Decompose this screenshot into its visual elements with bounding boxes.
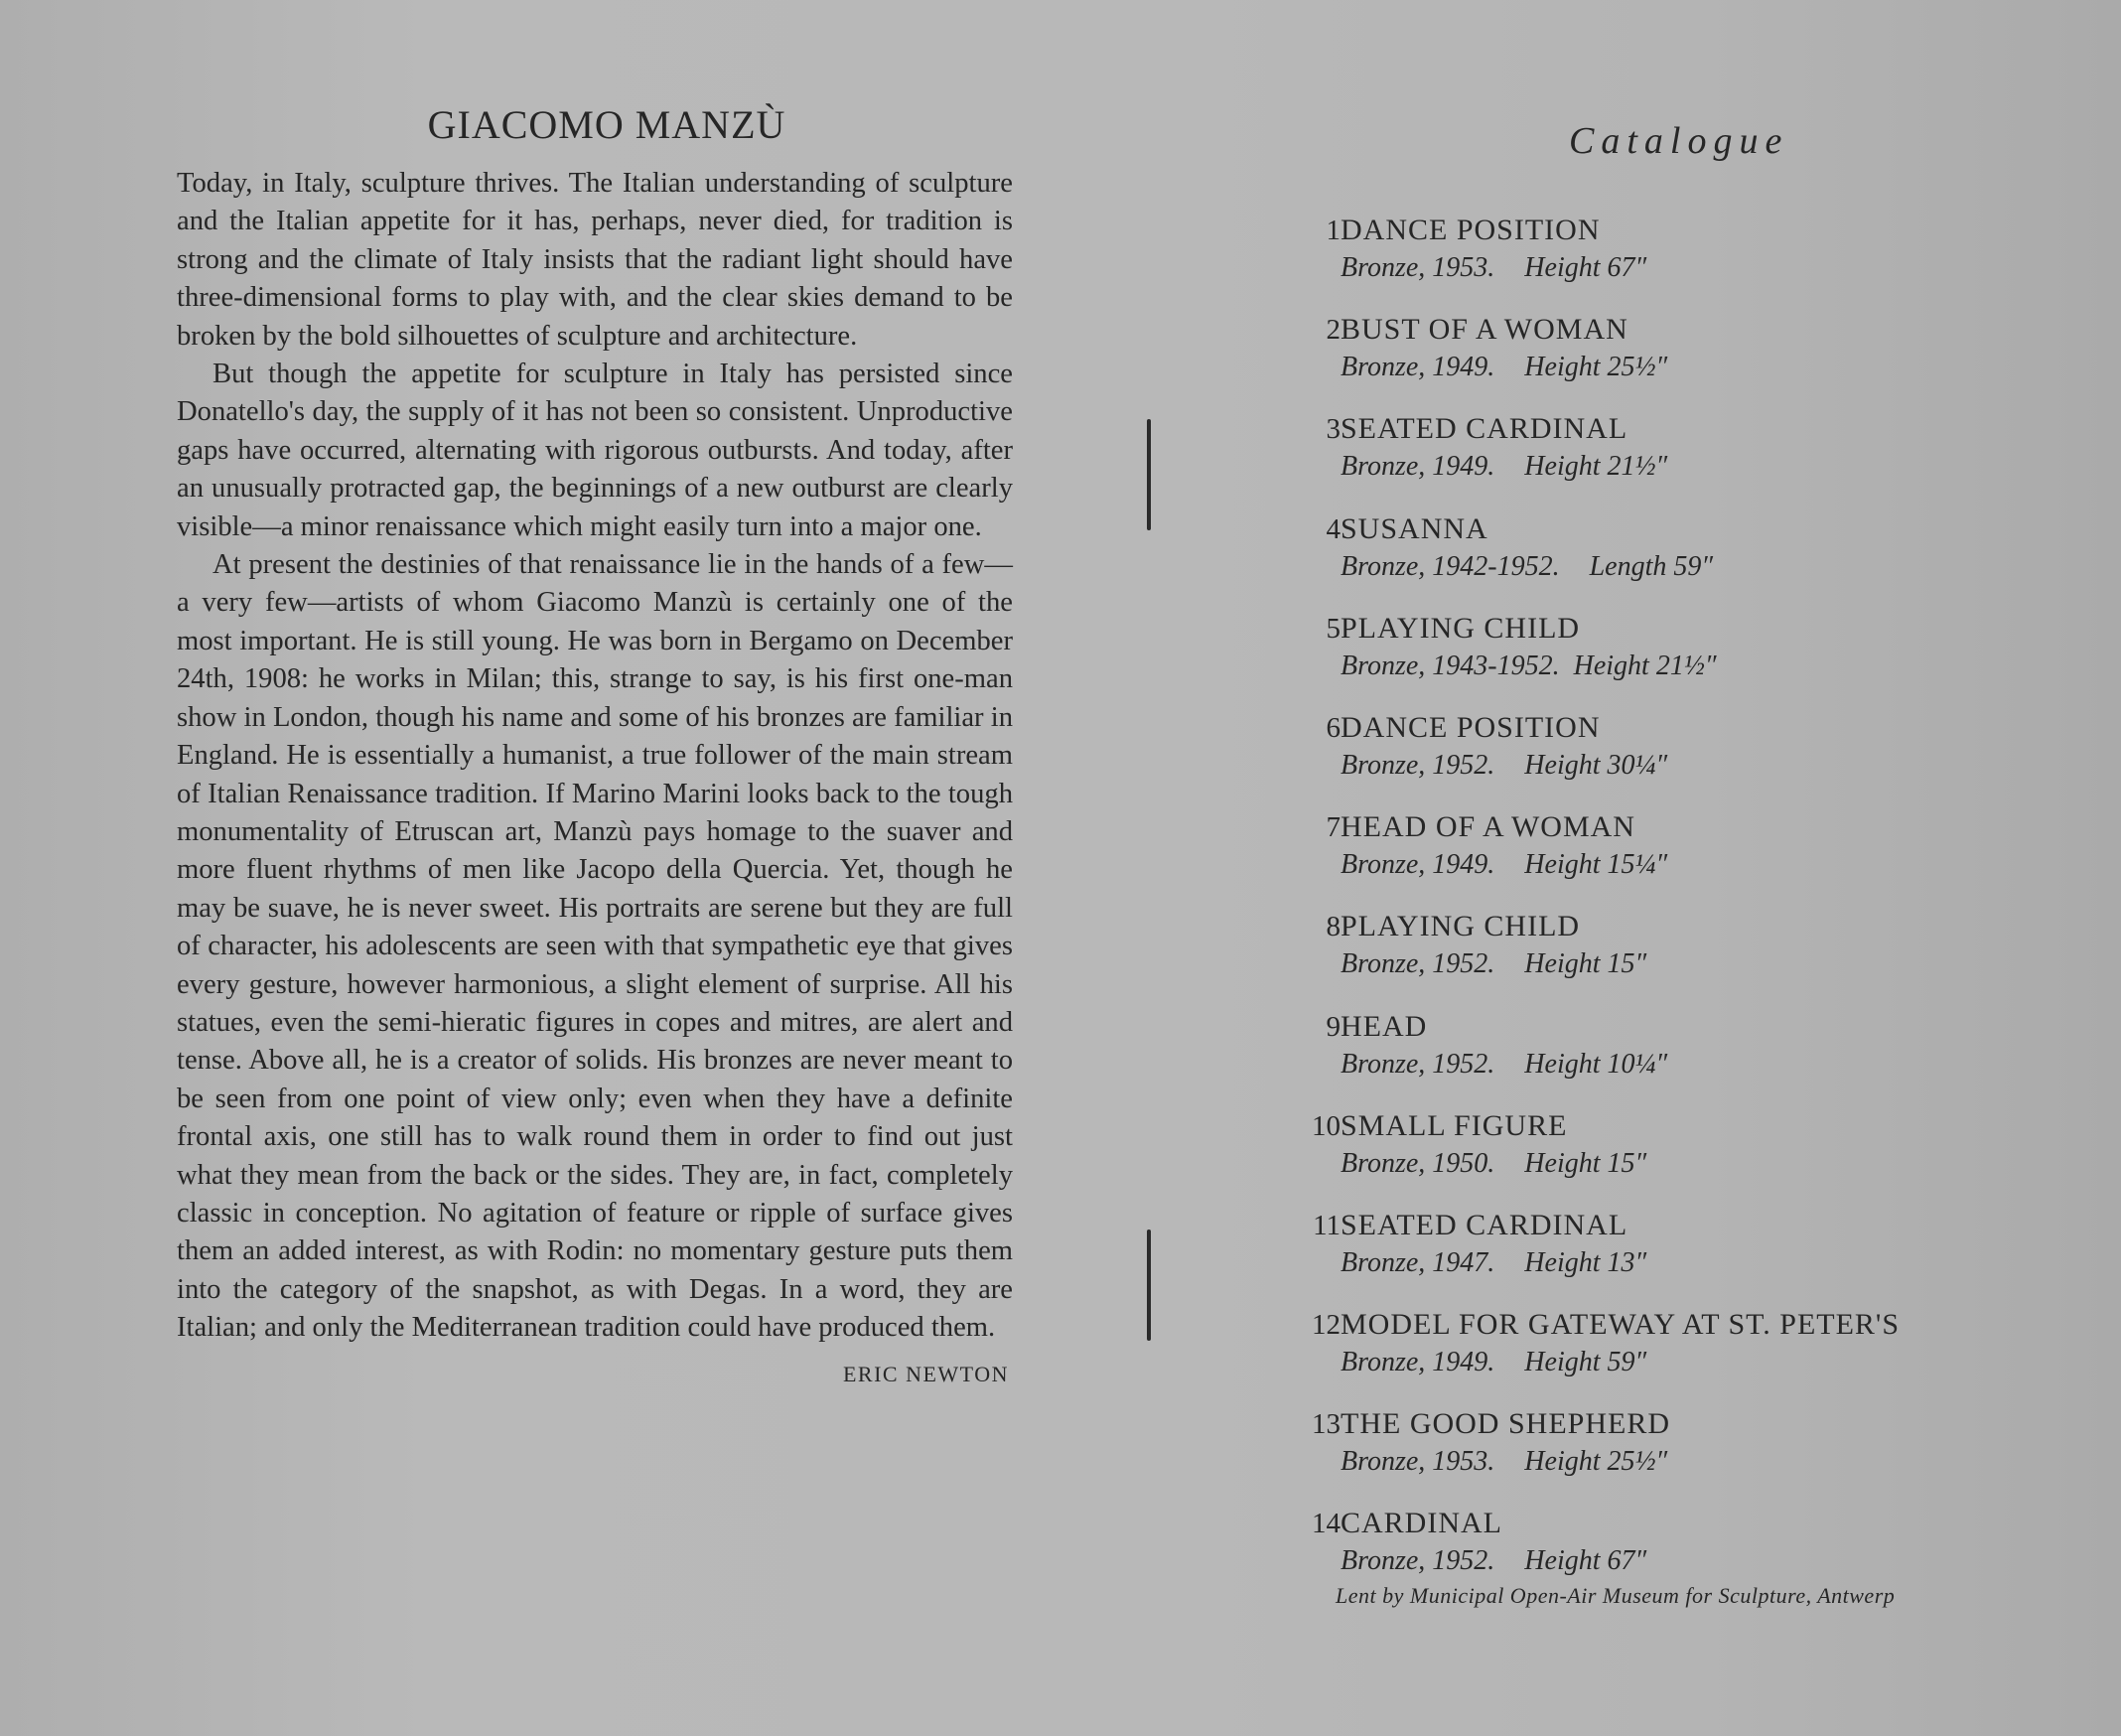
catalogue-work-title: HEAD OF A WOMAN	[1341, 810, 1635, 844]
catalogue-title: Catalogue	[1569, 120, 1789, 162]
catalogue-medium: Bronze, 1949.	[1341, 352, 1495, 383]
essay-paragraph: But though the appetite for sculpture in Italy has persisted since Donatello's day, the supply of it has not been so consistent. Unproductive gaps have occurred, alternating with rigorous outbursts. And today, after an unusually protracted gap, the beginnings of a new outburst are clearly visible—a minor renaissance which might easily turn into a major one.	[177, 359, 1013, 542]
catalogue-number: 8	[1326, 911, 1341, 943]
catalogue-dimension: Height 21½″	[1573, 650, 1717, 681]
catalogue-medium: Bronze, 1952.	[1341, 749, 1495, 781]
catalogue-work-details	[1341, 1144, 1646, 1184]
loan-credit-note: Lent by Municipal Open-Air Museum for Sculpture, Antwerp	[1336, 1583, 1896, 1608]
catalogue-dimension: Height 25½″	[1524, 352, 1668, 383]
catalogue-dimension: Height 67″	[1524, 252, 1647, 283]
catalogue-work-details	[1341, 746, 1667, 786]
catalogue-item	[1271, 1106, 2065, 1206]
catalogue-work-details	[1341, 1541, 1646, 1581]
catalogue-dimension: Height 15″	[1524, 1147, 1647, 1179]
essay-page	[177, 99, 1013, 1387]
catalogue-dimension: Height 13″	[1524, 1246, 1647, 1278]
catalogue-work-title: PLAYING CHILD	[1341, 611, 1581, 645]
catalogue-item	[1271, 609, 2065, 708]
catalogue-item	[1271, 310, 2065, 409]
catalogue-number: 7	[1326, 811, 1341, 844]
catalogue-dimension: Height 15″	[1524, 948, 1647, 980]
catalogue-medium: Bronze, 1950.	[1341, 1147, 1495, 1179]
catalogue-dimension: Height 67″	[1524, 1545, 1647, 1577]
catalogue-work-title: SEATED CARDINAL	[1341, 412, 1628, 446]
catalogue-number: 1	[1326, 215, 1341, 246]
catalogue-item	[1271, 1206, 2065, 1305]
catalogue-work-title: SUSANNA	[1341, 511, 1488, 545]
catalogue-medium: Bronze, 1952.	[1341, 948, 1495, 980]
catalogue-item	[1271, 807, 2065, 907]
catalogue-item	[1271, 409, 2065, 508]
catalogue-medium: Bronze, 1943-1952.	[1341, 650, 1560, 681]
catalogue-item	[1271, 708, 2065, 807]
catalogue-medium: Bronze, 1952.	[1341, 1545, 1495, 1577]
catalogue-work-title: DANCE POSITION	[1341, 214, 1601, 246]
catalogue-medium: Bronze, 1947.	[1341, 1246, 1495, 1278]
essay-author: ERIC NEWTON	[842, 1361, 1009, 1386]
catalogue-item	[1271, 1404, 2065, 1504]
catalogue-work-details	[1341, 1045, 1667, 1085]
catalogue-number: 3	[1326, 413, 1341, 446]
catalogue-dimension: Height 25½″	[1524, 1446, 1668, 1478]
catalogue-item	[1271, 509, 2065, 609]
catalogue-work-details	[1341, 647, 1716, 686]
catalogue-medium: Bronze, 1953.	[1341, 252, 1495, 283]
catalogue-work-title: THE GOOD SHEPHERD	[1341, 1407, 1670, 1441]
catalogue-number: 10	[1312, 1109, 1341, 1142]
catalogue-work-title: MODEL FOR GATEWAY AT ST. PETER'S	[1341, 1308, 1901, 1342]
catalogue-medium: Bronze, 1942-1952.	[1341, 550, 1560, 582]
catalogue-number: 9	[1326, 1010, 1341, 1043]
catalogue-work-details	[1341, 845, 1667, 885]
binding-stitch-mark	[1147, 1230, 1151, 1341]
catalogue-dimension: Height 21½″	[1524, 451, 1668, 483]
catalogue-work-title: BUST OF A WOMAN	[1341, 313, 1628, 347]
catalogue-list	[1271, 211, 2065, 1604]
catalogue-number: 2	[1326, 314, 1341, 347]
catalogue-item	[1271, 211, 2065, 310]
catalogue-medium: Bronze, 1953.	[1341, 1446, 1495, 1478]
catalogue-work-details	[1341, 1243, 1646, 1283]
catalogue-dimension: Length 59″	[1589, 550, 1714, 582]
catalogue-item	[1271, 1305, 2065, 1404]
catalogue-work-title: DANCE POSITION	[1341, 710, 1601, 744]
catalogue-work-details	[1341, 447, 1667, 487]
catalogue-work-details	[1341, 248, 1646, 288]
catalogue-work-details	[1341, 1343, 1646, 1382]
essay-paragraph: At present the destinies of that renaissance lie in the hands of a few—a very few—artists of whom Giacomo Manzù is certainly one of the most important. He is still young. He was born in Bergamo on December 24th, 1908: he works in Milan; this, strange to say, is his first one-man show in London, though his name and some of his bronzes are familiar in England. He is essentially a humanist, a true follower of the main stream of Italian Renaissance tradition. If Marino Marini looks back to the tough monumentality of Etruscan art, Manzù pays homage to the suaver and more fluent rhythms of men like Jacopo della Quercia. Yet, though he may be suave, he is never sweet. His portraits are serene but they are full of character, his adolescents are seen with that sympathetic eye that gives every gesture, however harmonious, a slight element of surprise. All his statues, even the semi-hieratic figures in copes and mitres, are alert and tense. Above all, he is a creator of solids. His bronzes are never meant to be seen from one point of view only; even when they have a definite frontal axis, one still has to walk round them in order to find out just what they mean from the back or the sides. They are, in fact, completely classic in conception. No agitation of feature or ripple of surface gives them an added interest, as with Rodin: no momentary gesture puts them into the category of the snapshot, as with Degas. In a word, they are Italian; and only the Mediterranean tradition could have produced them.	[177, 549, 1013, 1344]
catalogue-work-details	[1341, 348, 1667, 387]
catalogue-work-title: SMALL FIGURE	[1341, 1108, 1568, 1142]
catalogue-number: 5	[1326, 612, 1341, 645]
catalogue-medium: Bronze, 1949.	[1341, 1347, 1495, 1378]
catalogue-medium: Bronze, 1949.	[1341, 849, 1495, 881]
catalogue-item	[1271, 907, 2065, 1006]
essay-paragraph: Today, in Italy, sculpture thrives. The Italian understanding of sculpture and the Italian appetite for it has, perhaps, never died, for tradition is strong and the climate of Italy insists that the radiant light should have three-dimensional forms to play with, and the clear skies demand to be broken by the bold silhouettes of sculpture and architecture.	[177, 168, 1013, 352]
catalogue-dimension: Height 59″	[1524, 1347, 1647, 1378]
catalogue-number: 4	[1326, 512, 1341, 545]
catalogue-number: 14	[1312, 1508, 1341, 1540]
catalogue-work-title: SEATED CARDINAL	[1341, 1208, 1628, 1241]
catalogue-dimension: Height 10¼″	[1524, 1048, 1668, 1080]
essay-body	[177, 165, 1013, 1348]
binding-stitch-mark	[1147, 419, 1151, 530]
catalogue-medium: Bronze, 1949.	[1341, 451, 1495, 483]
catalogue-work-title: CARDINAL	[1341, 1507, 1502, 1540]
catalogue-work-title: HEAD	[1341, 1009, 1428, 1043]
catalogue-item	[1271, 1007, 2065, 1106]
catalogue-number: 13	[1312, 1408, 1341, 1441]
catalogue-number: 11	[1313, 1209, 1341, 1241]
catalogue-number: 6	[1326, 711, 1341, 744]
catalogue-work-title: PLAYING CHILD	[1341, 910, 1581, 943]
essay-title: GIACOMO MANZÙ	[427, 102, 786, 147]
catalogue-dimension: Height 30¼″	[1524, 749, 1668, 781]
catalogue-medium: Bronze, 1952.	[1341, 1048, 1495, 1080]
catalogue-number: 12	[1312, 1309, 1341, 1342]
catalogue-dimension: Height 15¼″	[1524, 849, 1668, 881]
catalogue-work-details	[1341, 547, 1713, 587]
catalogue-work-details	[1341, 944, 1646, 984]
catalogue-work-details	[1341, 1442, 1667, 1482]
